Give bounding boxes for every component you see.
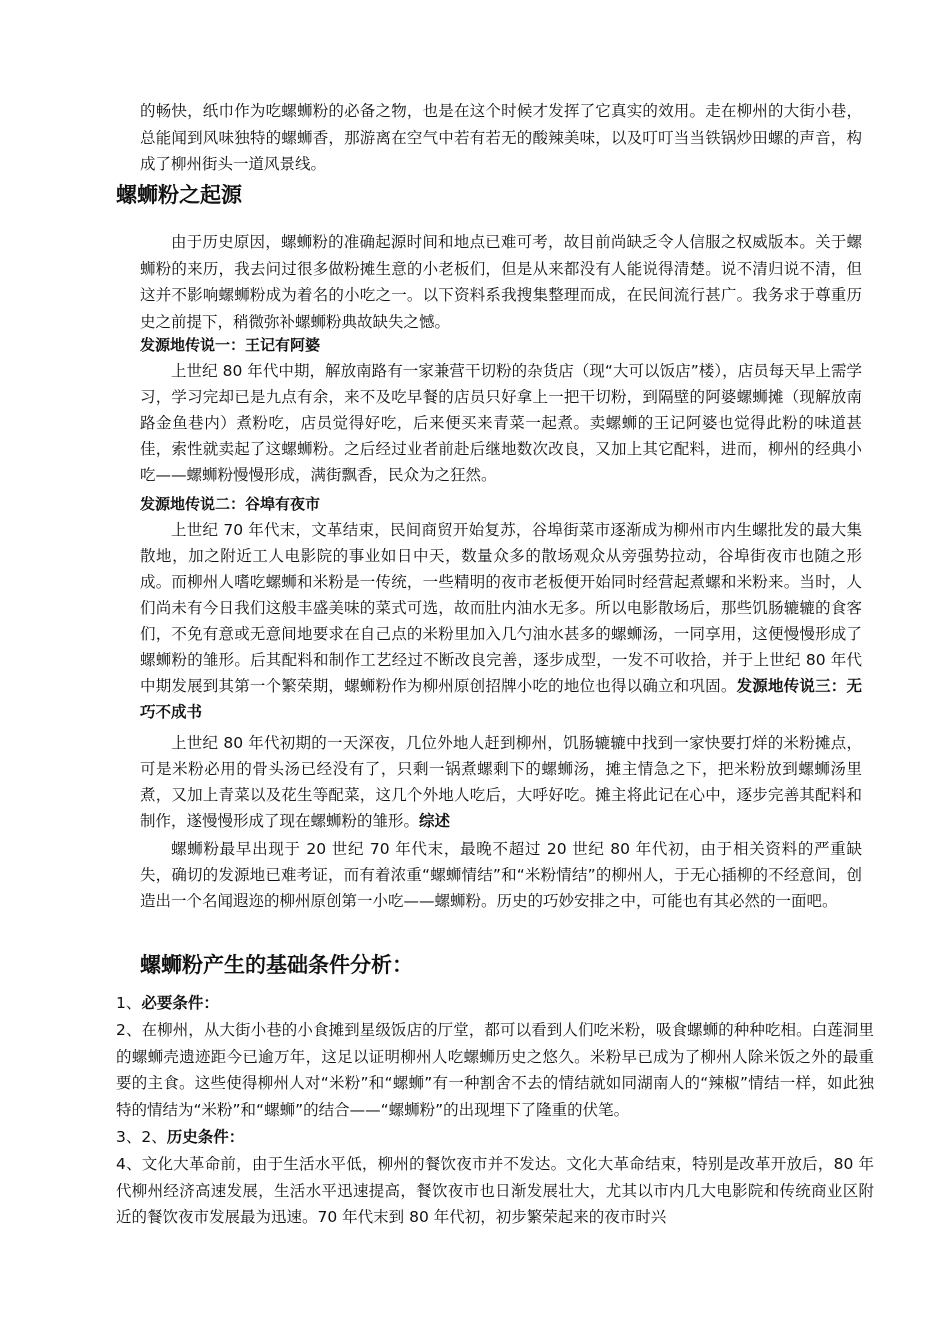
item-2: 2、在柳州，从大街小巷的小食摊到星级饭店的厅堂，都可以看到人们吃米粉，吸食螺蛳的种种吃相。白莲洞里的螺蛳壳遗迹距今已逾万年，这足以证明柳州人吃螺蛳历史之悠久。米粉早已成为了柳州人除米饭之外的最重要的主食。这些使得柳州人对“米粉”和“螺蛳”有一种割舍不去的情结就如同湖南人的“辣椒”情结一样，如此独特的情结为“米粉”和“螺蛳”的结合——“螺蛳粉”的出现埋下了隆重的伏笔。 [116, 1021, 874, 1119]
item-1 [116, 990, 874, 1017]
legend2-body-text: 上世纪 70 年代末，文革结束，民间商贸开始复苏，谷埠街菜市逐渐成为柳州市内生螺批发的最大集散地，加之附近工人电影院的事业如日中天，数量众多的散场观众从旁强势拉动，谷埠街夜市也随之形成。而柳州人嗜吃螺蛳和米粉是一传统，一些精明的夜市老板便开始同时经营起煮螺和米粉来。当时，人们尚未有今日我们这般丰盛美味的菜式可选，故而肚内油水无多。所以电影散场后，那些饥肠辘辘的食客们，不免有意或无意间地要求在自己点的米粉里加入几勺油水甚多的螺蛳汤，一同享用，这便慢慢形成了螺蛳粉的雏形。后其配料和制作工艺经过不断改良完善，逐步成型，一发不可收拾，并于上世纪 80 年代中期发展到其第一个繁荣期，螺蛳粉作为柳州原创招牌小吃的地位也得以确立和巩固。 [140, 521, 862, 695]
summary-body: 螺蛳粉最早出现于 20 世纪 70 年代末，最晚不超过 20 世纪 80 年代初，由于相关资料的严重缺失，确切的发源地已难考证，而有着浓重“螺蛳情结”和“米粉情结”的柳州人，于无心插柳的不经意间，创造出一个名闻遐迩的柳州原创第一小吃——螺蛳粉。历史的巧妙安排之中，可能也有其必然的一面吧。 [140, 840, 862, 910]
item-4: 4、文化大革命前，由于生活水平低，柳州的餐饮夜市并不发达。文化大革命结束，特别是改革开放后，80 年代柳州经济高速发展，生活水平迅速提高，餐饮夜市也日渐发展壮大，尤其以市内几大电影院和传统商业区附近的餐饮夜市发展最为迅速。70 年代末到 80 年代初，初步繁荣起来的夜市时兴 [116, 1155, 874, 1226]
item-3-label: 历史条件： [166, 1128, 245, 1146]
heading-origin: 螺蛳粉之起源 [116, 183, 242, 207]
summary-title: 综述 [419, 812, 451, 830]
legend3-body-text: 上世纪 80 年代初期的一天深夜，几位外地人赶到柳州，饥肠辘辘中找到一家快要打烊的米粉摊点，可是米粉必用的骨头汤已经没有了，只剩一锅煮螺剩下的螺蛳汤，摊主情急之下，把米粉放到螺蛳汤里煮，又加上青菜以及花生等配菜，这几个外地人吃后，大呼好吃。摊主将此记在心中，逐步完善其配料和制作，遂慢慢形成了现在螺蛳粉的雏形。 [140, 734, 862, 830]
legend1-body: 上世纪 80 年代中期，解放南路有一家兼营干切粉的杂货店（现“大可以饭店”楼），店员每天早上需学习，学习完却已是九点有余，来不及吃早餐的店员只好拿上一把干切粉，到隔壁的阿婆螺蛳摊（现解放南路金鱼巷内）煮粉吃，店员觉得好吃，后来便买来青菜一起煮。卖螺蛳的王记阿婆也觉得此粉的味道甚佳，索性就卖起了这螺蛳粉。之后经过业者前赴后继地数次改良，又加上其它配料，进而，柳州的经典小吃——螺蛳粉慢慢形成，满街飘香，民众为之狂然。 [140, 362, 862, 484]
legend3-body [140, 730, 862, 834]
legend1-title: 发源地传说一：王记有阿婆 [140, 336, 321, 354]
legend2-body [140, 517, 862, 725]
legend2-title: 发源地传说二：谷埠有夜市 [140, 495, 321, 513]
item-3 [116, 1124, 874, 1151]
item-1-label: 必要条件： [141, 994, 219, 1012]
intro-paragraph: 由于历史原因，螺蛳粉的准确起源时间和地点已难可考，故目前尚缺乏令人信服之权威版本。关于螺蛳粉的来历，我去问过很多做粉摊生意的小老板们，但是从来都没有人能说得清楚。说不清归说不清，但这并不影响螺蛳粉成为着名的小吃之一。以下资料系我搜集整理而成，在民间流行甚广。我务求于尊重历史之前提下，稍微弥补螺蛳粉典故缺失之憾。 [140, 233, 862, 331]
item-1-number: 1、 [116, 994, 142, 1012]
legend3-title: 发源地传说三：无巧不成书 [140, 677, 862, 721]
top-paragraph: 的畅快，纸巾作为吃螺蛳粉的必备之物，也是在这个时候才发挥了它真实的效用。走在柳州的大街小巷，总能闻到风味独特的螺蛳香，那游离在空气中若有若无的酸辣美味，以及叮叮当当铁锅炒田螺的声音，构成了柳州街头一道风景线。 [140, 102, 862, 173]
heading-conditions: 螺蛳粉产生的基础条件分析： [140, 953, 413, 977]
item-3-number: 3、2、 [116, 1128, 167, 1146]
